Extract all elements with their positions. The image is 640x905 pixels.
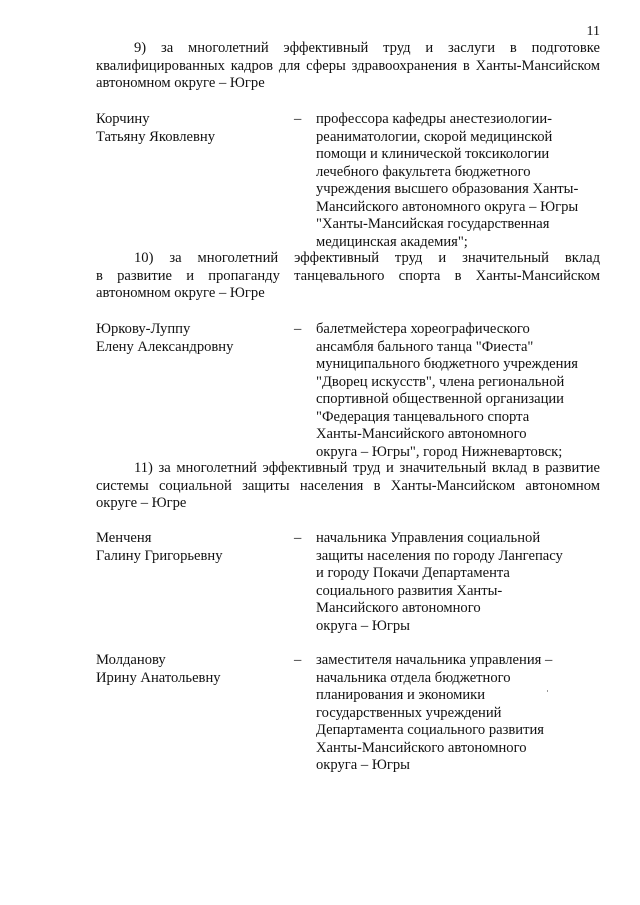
position-line: округа – Югры (316, 617, 410, 634)
awardee-position (316, 530, 616, 635)
awardee-name (96, 111, 296, 146)
section-10-heading (96, 250, 600, 303)
position-line: начальника Управления социальной (316, 530, 541, 546)
surname: Менченя (96, 530, 152, 546)
position-line: муниципального бюджетного учреждения (316, 356, 578, 372)
heading-line: системы социальной защиты населения в Ханты-Мансийском автономном (96, 477, 600, 494)
position-line: Ханты-Мансийского автономного (316, 426, 527, 442)
page-number: 11 (586, 24, 600, 39)
section-9-heading (96, 40, 600, 93)
heading-line: 9) за многолетний эффективный труд и заслуги в подготовке (134, 40, 600, 56)
position-line: "Ханты-Мансийская государственная (316, 216, 550, 232)
position-line: округа – Югры (316, 757, 410, 773)
awardee-position (316, 652, 616, 775)
dash: – (294, 652, 302, 668)
given-names: Ирину Анатольевну (96, 669, 221, 686)
awardee-position (316, 111, 616, 251)
position-line: защиты населения по городу Лангепасу (316, 547, 563, 564)
position-line: "Дворец искусств", члена региональной (316, 373, 565, 390)
position-line: реаниматологии, скорой медицинской (316, 128, 553, 145)
heading-line: автономном округе – Югре (96, 285, 265, 301)
position-line: профессора кафедры анестезиологии- (316, 111, 553, 127)
dash: – (294, 321, 302, 337)
scan-speck (547, 690, 548, 692)
heading-line: 10) за многолетний эффективный труд и значительный вклад (134, 250, 600, 266)
position-line: государственных учреждений (316, 704, 502, 721)
dash: – (294, 111, 302, 127)
given-names: Галину Григорьевну (96, 547, 223, 564)
awardee-name (96, 530, 296, 565)
position-line: округа – Югры", город Нижневартовск; (316, 443, 563, 460)
heading-line: 11) за многолетний эффективный труд и значительный вклад в развитие (134, 460, 600, 476)
position-line: Ханты-Мансийского автономного (316, 739, 527, 756)
awardee-name (96, 321, 296, 356)
heading-line: автономном округе – Югре (96, 75, 265, 91)
position-line: Департамента социального развития (316, 722, 544, 738)
position-line: учреждения высшего образования Ханты- (316, 181, 579, 197)
position-line: и городу Покачи Департамента (316, 565, 510, 581)
heading-line: округе – Югре (96, 495, 187, 511)
position-line: планирования и экономики (316, 687, 486, 703)
position-line: медицинская академия"; (316, 233, 468, 250)
surname: Молданову (96, 652, 166, 668)
position-line: "Федерация танцевального спорта (316, 408, 530, 425)
heading-line: в развитие и пропаганду танцевального спорта в Ханты-Мансийском (96, 267, 600, 284)
position-line: Мансийского автономного округа – Югры (316, 198, 579, 215)
section-11-heading (96, 460, 600, 513)
awardee-name (96, 652, 296, 687)
given-names: Татьяну Яковлевну (96, 128, 215, 145)
surname: Юркову-Луппу (96, 321, 191, 337)
surname: Корчину (96, 111, 150, 127)
heading-line: квалифицированных кадров для сферы здравоохранения в Ханты-Мансийском (96, 57, 600, 74)
position-line: заместителя начальника управления – (316, 652, 553, 668)
awardee-position (316, 321, 616, 461)
position-line: балетмейстера хореографического (316, 321, 530, 337)
given-names: Елену Александровну (96, 338, 234, 355)
position-line: ансамбля бального танца "Фиеста" (316, 338, 534, 355)
position-line: помощи и клинической токсикологии (316, 146, 550, 162)
dash: – (294, 530, 302, 546)
position-line: социального развития Ханты- (316, 582, 503, 599)
position-line: лечебного факультета бюджетного (316, 163, 531, 180)
position-line: Мансийского автономного (316, 600, 481, 616)
position-line: спортивной общественной организации (316, 391, 564, 407)
position-line: начальника отдела бюджетного (316, 669, 511, 686)
